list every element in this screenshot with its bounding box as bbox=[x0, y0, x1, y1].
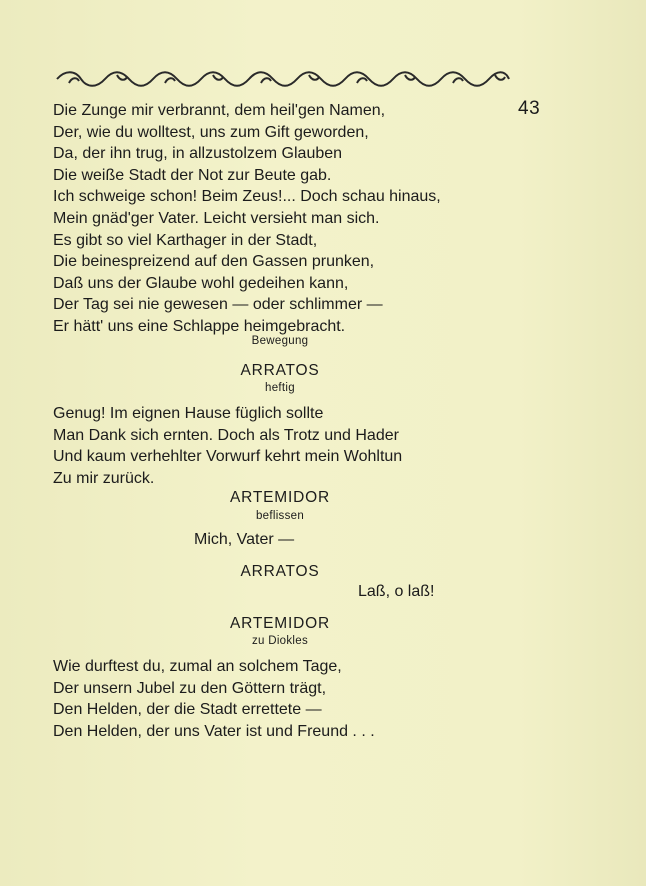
verse-line: Der, wie du wolltest, uns zum Gift geworden, bbox=[53, 123, 369, 141]
verse-line: Und kaum verhehlter Vorwurf kehrt mein Wohltun bbox=[53, 448, 403, 466]
verse-line: Den Helden, der uns Vater ist und Freund . . . bbox=[53, 722, 375, 740]
verse-line: Wie durftest du, zumal an solchem Tage, bbox=[53, 658, 342, 675]
speaker-name: ARTEMIDOR bbox=[230, 489, 330, 506]
verse-line: Die Zunge mir verbrannt, dem heil'gen Namen, bbox=[53, 102, 386, 119]
speaker-direction: heftig bbox=[265, 382, 295, 394]
verse-block-4 bbox=[53, 656, 375, 742]
verse-line: Der Tag sei nie gewesen — oder schlimmer — bbox=[53, 296, 383, 314]
verse-line: Genug! Im eignen Hause füglich sollte bbox=[53, 405, 324, 422]
dialogue-line: Mich, Vater — bbox=[194, 531, 295, 548]
speaker-name: ARRATOS bbox=[240, 563, 320, 580]
verse-line: Er hätt' uns eine Schlappe heimgebracht. bbox=[53, 317, 346, 335]
verse-line: Der unsern Jubel zu den Göttern trägt, bbox=[53, 679, 327, 697]
speaker-name: ARTEMIDOR bbox=[230, 615, 330, 632]
verse-block-2 bbox=[53, 403, 402, 489]
speaker-direction: zu Diokles bbox=[251, 635, 309, 647]
speaker-name: ARRATOS bbox=[240, 362, 320, 379]
verse-line: Da, der ihn trug, in allzustolzem Glauben bbox=[53, 145, 343, 163]
verse-line: Den Helden, der die Stadt errettete — bbox=[53, 701, 322, 719]
verse-line: Es gibt so viel Karthager in der Stadt, bbox=[53, 231, 318, 249]
speaker-direction: beflissen bbox=[255, 510, 305, 522]
verse-line: Ich schweige schon! Beim Zeus!... Doch schau hinaus, bbox=[53, 188, 441, 206]
verse-line: Zu mir zurück. bbox=[53, 469, 155, 487]
verse-line: Daß uns der Glaube wohl gedeihen kann, bbox=[53, 274, 349, 292]
verse-line: Die beinespreizend auf den Gassen prunken, bbox=[53, 253, 375, 271]
verse-line: Mein gnäd'ger Vater. Leicht versieht man sich. bbox=[53, 209, 380, 227]
page-number: 43 bbox=[518, 98, 541, 119]
stage-direction: Bewegung bbox=[251, 335, 309, 347]
verse-line: Man Dank sich ernten. Doch als Trotz und Hader bbox=[53, 426, 399, 444]
decorative-header-ornament bbox=[55, 70, 511, 88]
verse-line: Die weiße Stadt der Not zur Beute gab. bbox=[53, 166, 332, 184]
verse-block-1 bbox=[53, 100, 441, 338]
dialogue-line: Laß, o laß! bbox=[358, 583, 435, 600]
